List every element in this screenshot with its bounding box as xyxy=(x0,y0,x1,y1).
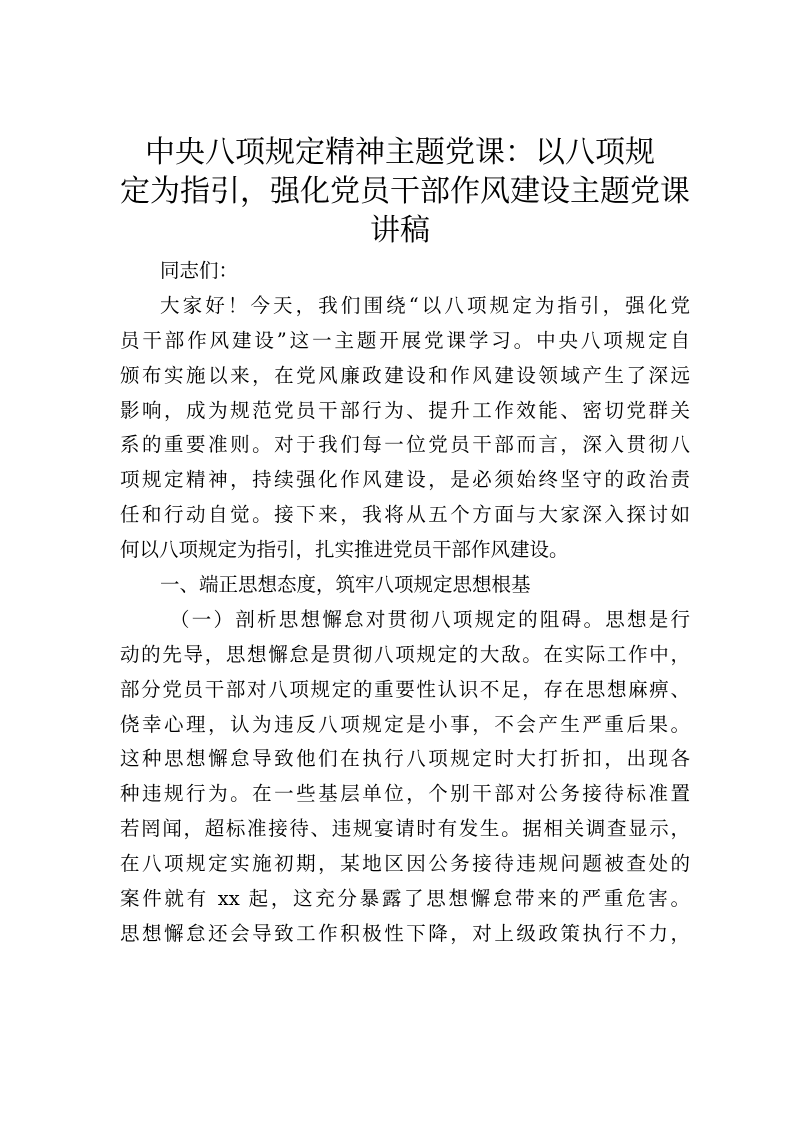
paragraph-line: 这种思想懈怠导致他们在执行八项规定时大打折扣，出现各 xyxy=(120,747,690,771)
paragraph-line: 影响，成为规范党员干部行为、提升工作效能、密切党群关 xyxy=(120,398,690,422)
paragraph-line: （一）剖析思想懈怠对贯彻八项规定的阻碍。思想是行 xyxy=(170,607,690,631)
paragraph-line: 思想懈怠还会导致工作积极性下降，对上级政策执行不力， xyxy=(120,921,690,945)
paragraph-line: 案件就有 xx 起，这充分暴露了思想懈怠带来的严重危害。 xyxy=(120,887,690,911)
paragraph-line: 种违规行为。在一些基层单位，个别干部对公务接待标准置 xyxy=(120,782,690,806)
document-title xyxy=(120,133,690,250)
title-line: 讲稿 xyxy=(370,213,430,248)
document-body xyxy=(120,254,690,952)
paragraph-line: 若罔闻，超标准接待、违规宴请时有发生。据相关调查显示， xyxy=(120,817,690,841)
paragraph-line: 大家好！今天，我们围绕“以八项规定为指引，强化党 xyxy=(160,293,690,317)
paragraph-line: 颁布实施以来，在党风廉政建设和作风建设领域产生了深远 xyxy=(120,363,690,387)
title-line: 中央八项规定精神主题党课：以八项规 xyxy=(145,135,655,170)
intro-paragraph xyxy=(120,289,690,568)
paragraph-line: 员干部作风建设”这一主题开展党课学习。中央八项规定自 xyxy=(120,328,690,352)
paragraph-line: 任和行动自觉。接下来，我将从五个方面与大家深入探讨如 xyxy=(120,503,690,527)
section-paragraph xyxy=(120,603,690,952)
section-heading: 一、端正思想态度，筑牢八项规定思想根基 xyxy=(160,573,531,597)
salutation: 同志们： xyxy=(160,259,239,282)
paragraph-line: 何以八项规定为指引，扎实推进党员干部作风建设。 xyxy=(120,538,569,562)
paragraph-line: 项规定精神，持续强化作风建设，是必须始终坚守的政治责 xyxy=(120,468,690,492)
paragraph-line: 在八项规定实施初期，某地区因公务接待违规问题被查处的 xyxy=(120,852,690,876)
paragraph-line: 侥幸心理，认为违反八项规定是小事，不会产生严重后果。 xyxy=(120,712,690,736)
paragraph-line: 系的重要准则。对于我们每一位党员干部而言，深入贯彻八 xyxy=(120,433,690,457)
title-line: 定为指引，强化党员干部作风建设主题党课 xyxy=(120,174,690,209)
paragraph-line: 部分党员干部对八项规定的重要性认识不足，存在思想麻痹、 xyxy=(120,677,690,701)
paragraph-line: 动的先导，思想懈怠是贯彻八项规定的大敌。在实际工作中， xyxy=(120,642,690,666)
